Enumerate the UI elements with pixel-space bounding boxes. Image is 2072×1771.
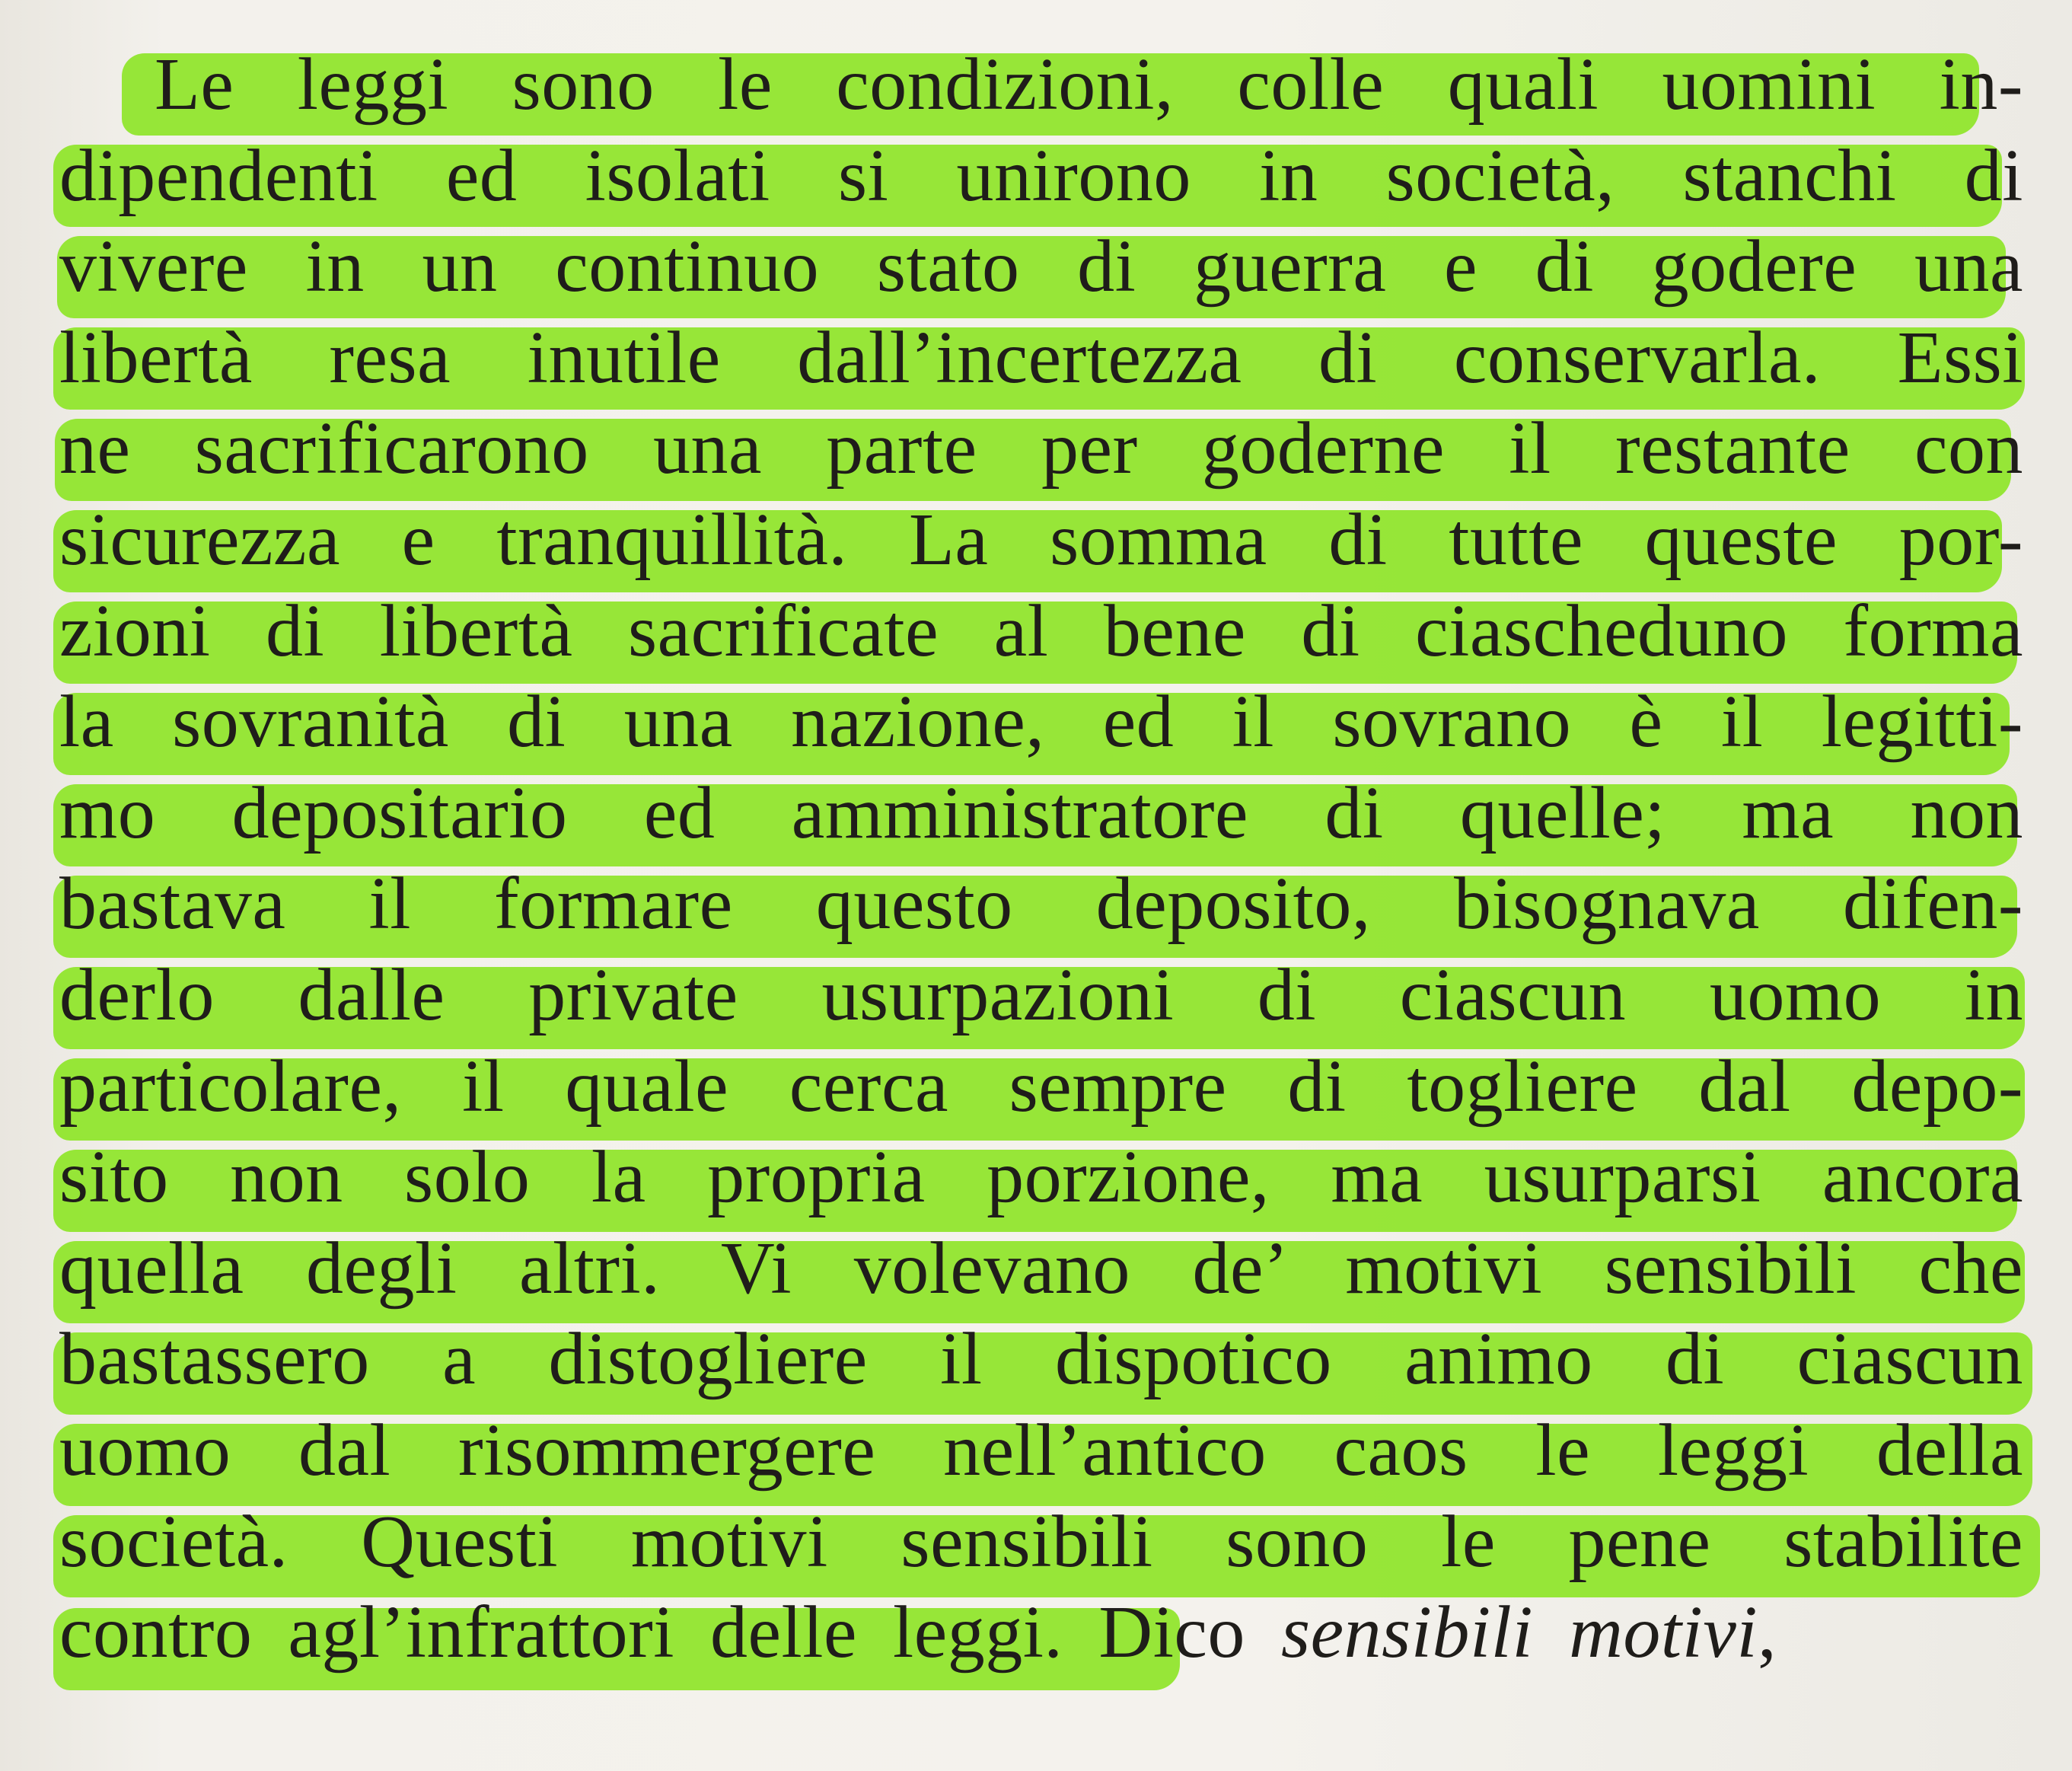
- text-line: quella degli altri. Vi volevano de’ motivi sensibili che: [59, 1227, 2023, 1310]
- text-line: uomo dal risommergere nell’antico caos le leggi della: [59, 1409, 2023, 1492]
- text-line: derlo dalle private usurpazioni di ciascun uomo in: [59, 953, 2023, 1036]
- text-line: bastava il formare questo deposito, bisognava difen-: [59, 863, 2023, 946]
- text-line: società. Questi motivi sensibili sono le pene stabilite: [59, 1500, 2023, 1583]
- text-line: bastassero a distogliere il dispotico animo di ciascun: [59, 1318, 2023, 1401]
- text-line: Le leggi sono le condizioni, colle quali uomini in-: [155, 43, 2023, 126]
- text-line: ne sacrificarono una parte per goderne il restante con: [59, 407, 2023, 490]
- text-line: zioni di libertà sacrificate al bene di ciascheduno forma: [59, 589, 2023, 672]
- text-line: la sovranità di una nazione, ed il sovrano è il legitti-: [59, 681, 2023, 764]
- text-line-last-tail: ,: [1758, 1591, 1777, 1674]
- text-line: dipendenti ed isolati si unirono in società, stanchi di: [59, 134, 2023, 217]
- text-line: vivere in un continuo stato di guerra e di godere una: [59, 225, 2023, 308]
- passage-text: [59, 40, 2023, 1679]
- text-line: libertà resa inutile dall’incertezza di conservarla. Essi: [59, 316, 2023, 399]
- text-line: particolare, il quale cerca sempre di togliere dal depo-: [59, 1045, 2023, 1128]
- text-line: sicurezza e tranquillità. La somma di tutte queste por-: [59, 498, 2023, 581]
- text-line-last-plain: contro agl’infrattori delle leggi. Dico: [59, 1591, 1281, 1674]
- text-line: sito non solo la propria porzione, ma usurparsi ancora: [59, 1136, 2023, 1219]
- text-line: mo depositario ed amministratore di quelle; ma non: [59, 771, 2023, 854]
- text-line-last-italic: sensibili motivi: [1280, 1591, 1758, 1674]
- text-line-last: [59, 1588, 2023, 1679]
